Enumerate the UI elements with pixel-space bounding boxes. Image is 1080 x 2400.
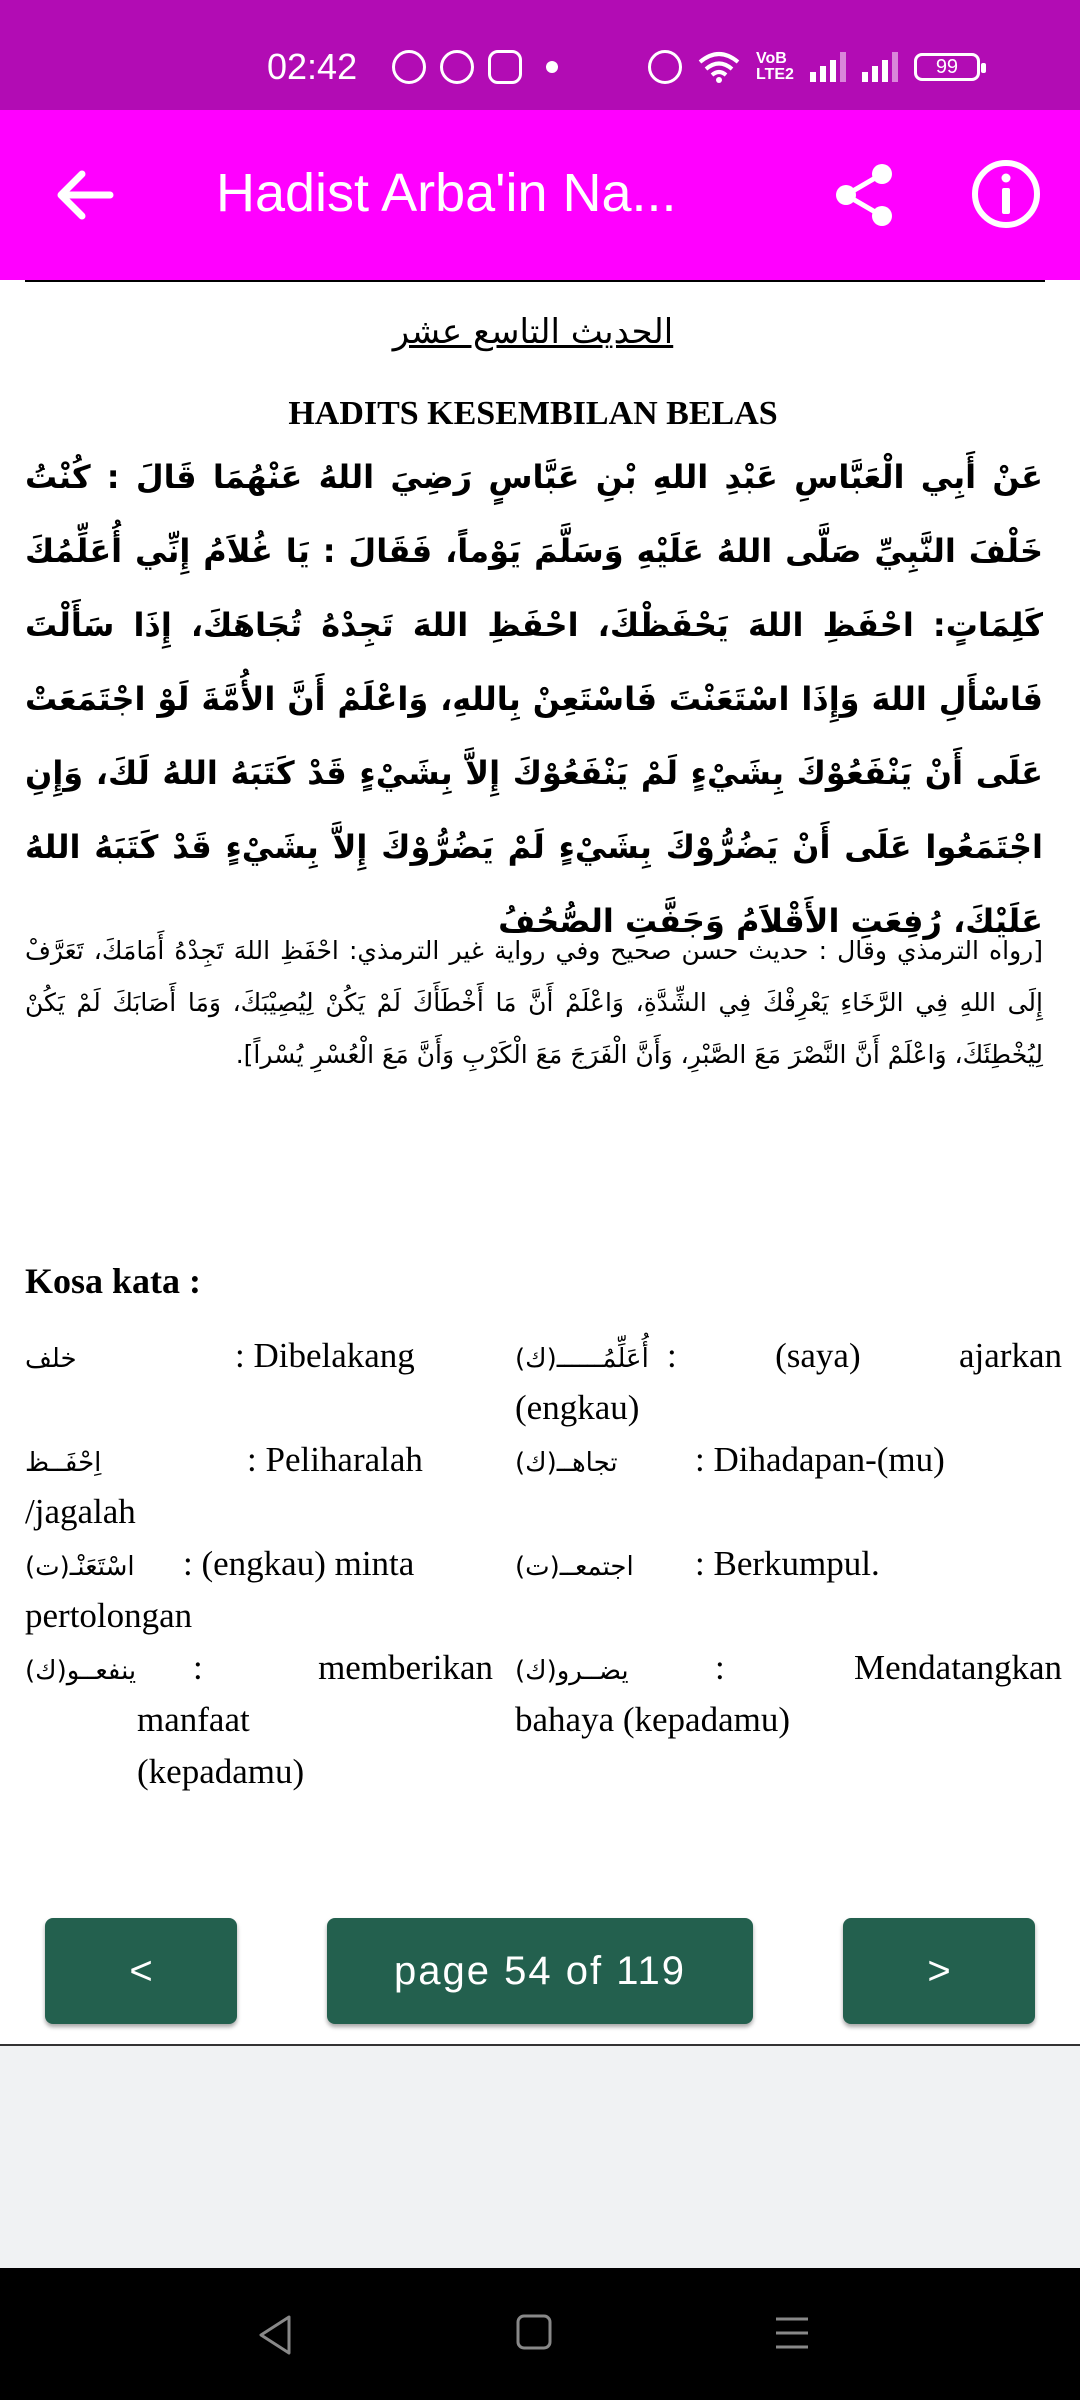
vocab-meaning-cont: (kepadamu) [137, 1752, 305, 1791]
messenger-icon [440, 50, 474, 84]
nav-back-icon[interactable] [255, 2313, 295, 2357]
previous-page-button[interactable]: < [45, 1918, 237, 2024]
share-icon[interactable] [830, 160, 900, 230]
divider [25, 280, 1045, 282]
battery-icon: 99 [914, 53, 980, 81]
system-icons [648, 50, 980, 84]
vocab-meaning-cont: manfaat [137, 1700, 250, 1739]
vocab-term: يضــرو(ك) [515, 1656, 629, 1686]
app-title: Hadist Arba'in Na... [216, 163, 677, 223]
signal-1-icon [810, 52, 846, 82]
vocab-term: ينفعــو(ك) [25, 1656, 137, 1686]
vocab-term: اجتمعــ(ت) [515, 1552, 634, 1582]
whatsapp-icon [392, 50, 426, 84]
wifi-icon [698, 50, 740, 84]
vocab-heading: Kosa kata : [25, 1261, 202, 1301]
vocab-term: اِحْفَــظ [25, 1448, 102, 1478]
hadith-arabic-title: الحديث التاسع عشر [392, 312, 674, 352]
vocab-meaning: : (engkau) minta [183, 1544, 415, 1583]
vocab-term: خلف [25, 1344, 77, 1374]
app-bar [0, 110, 1080, 280]
app-notification-icon [488, 50, 522, 84]
hadith-latin-title: HADITS KESEMBILAN BELAS [288, 395, 778, 432]
vocab-meaning-cont: bahaya (kepadamu) [515, 1700, 790, 1739]
next-page-button[interactable]: > [843, 1918, 1035, 2024]
hadith-arabic-text: عَنْ أَبِي الْعَبَّاسِ عَبْدِ اللهِ بْنِ عَبَّاسٍ رَضِيَ اللهُ عَنْهُمَا قَالَ : كُنْتُ خَلْفَ النَّبِيِّ صَلَّى اللهُ عَلَيْهِ وَسَلَّمَ يَوْماً، فَقَالَ : يَا غُلاَمُ إِنِّي أُعَلِّمُكَ كَلِمَاتٍ: احْفَظِ اللهَ يَحْفَظْكَ، احْفَظِ اللهَ تَجِدْهُ تُجَاهَكَ، إِذَا سَأَلْتَ فَاسْأَلِ اللهَ وَإِذَا اسْتَعَنْتَ فَاسْتَعِنْ بِاللهِ، وَاعْلَمْ أَنَّ الأُمَّةَ لَوْ اجْتَمَعَتْ عَلَى أَنْ يَنْفَعُوْكَ بِشَيْءٍ لَمْ يَنْفَعُوْكَ إِلاَّ بِشَيْءٍ قَدْ كَتَبَهُ اللهُ لَكَ، وَإِنِ اجْتَمَعُوا عَلَى أَنْ يَضُرُّوْكَ بِشَيْءٍ لَمْ يَضُرُّوْكَ إِلاَّ بِشَيْءٍ قَدْ كَتَبَهُ اللهُ عَلَيْكَ، رُفِعَتِ الأَقْلاَمُ وَجَفَّتِ الصُّحُفُ [25, 458, 1043, 940]
info-icon[interactable] [970, 158, 1042, 230]
hadith-narration-text: [رواه الترمذي وقال : حديث حسن صحيح وفي رواية غير الترمذي: احْفَظِ اللهَ تَجِدْهُ أَمَامَكَ، تَعَرَّفْ إِلَى اللهِ فِي الرَّخَاءِ يَعْرِفْكَ فِي الشِّدَّةِ، وَاعْلَمْ أَنَّ مَا أَخْطَأَكَ لَمْ يَكُنْ لِيُصِيْبَكَ، وَمَا أَصَابَكَ لَمْ يَكُنْ لِيُخْطِئَكَ، وَاعْلَمْ أَنَّ النَّصْرَ مَعَ الصَّبْرِ، وَأَنَّ الْفَرَجَ مَعَ الْكَرْبِ وَأَنَّ مَعَ الْعُسْرِ يُسْراً]. [25, 936, 1043, 1069]
signal-2-icon [862, 52, 898, 82]
nav-home-icon[interactable] [515, 2313, 553, 2351]
volte-icon: VoB LTE2 [756, 50, 794, 83]
status-bar [0, 0, 1080, 110]
bottom-empty-area [0, 2046, 1080, 2268]
vocab-meaning-cont: /jagalah [25, 1492, 136, 1531]
vocab-meaning: : Berkumpul. [695, 1544, 880, 1583]
system-nav-bar [0, 2268, 1080, 2400]
vocab-meaning-cont: (engkau) [515, 1388, 640, 1427]
page-indicator-button[interactable]: page 54 of 119 [327, 1918, 753, 2024]
vocab-meaning-cont: pertolongan [25, 1596, 193, 1635]
vocab-meaning: : memberikan [193, 1648, 493, 1687]
vocab-meaning: : Peliharalah [247, 1440, 423, 1479]
vocab-meaning: : Dihadapan-(mu) [695, 1440, 945, 1479]
more-notifications-dot-icon [546, 61, 558, 73]
vocab-term: أُعَلِّمُــــــ(ك) [515, 1344, 649, 1374]
vocab-term: اسْتَعَنْـ(ت) [25, 1552, 135, 1582]
status-time: 02:42 [267, 46, 358, 87]
notification-icons [392, 50, 558, 84]
vocab-meaning: : Dibelakang [235, 1336, 415, 1375]
back-arrow-icon[interactable] [50, 160, 120, 230]
vocab-meaning: : (saya) ajarkan [667, 1336, 1062, 1375]
vocab-term: تجاهــ(ك) [515, 1448, 618, 1478]
nav-recents-icon[interactable] [772, 2313, 812, 2353]
alarm-icon [648, 50, 682, 84]
vocab-meaning: : Mendatangkan [715, 1648, 1062, 1687]
